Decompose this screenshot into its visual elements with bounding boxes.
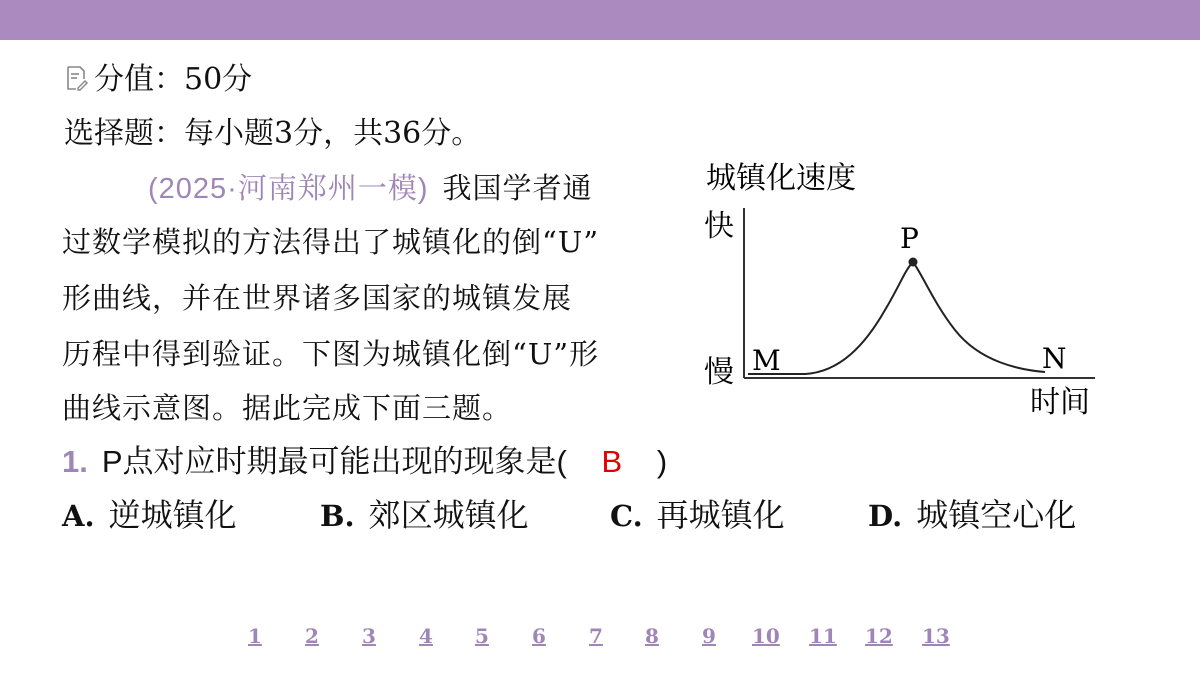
stem-line-5: 曲线示意图。据此完成下面三题。 xyxy=(62,391,513,425)
page-link-3[interactable]: 3 xyxy=(362,624,376,648)
y-axis-low-label: 慢 xyxy=(704,355,734,390)
option-text: 郊区城镇化 xyxy=(368,497,529,533)
option-letter: A. xyxy=(62,499,95,533)
page-link-4[interactable]: 4 xyxy=(419,624,433,648)
page-link-7[interactable]: 7 xyxy=(589,624,603,648)
option-text: 再城镇化 xyxy=(656,497,785,533)
y-axis-high-label: 快 xyxy=(704,209,734,244)
question-source: (2025·河南郑州一模) xyxy=(148,173,429,205)
page-link-9[interactable]: 9 xyxy=(702,624,716,648)
question-text: P点对应时期最可能出现的现象是( xyxy=(101,444,567,479)
page-link-8[interactable]: 8 xyxy=(645,624,659,648)
option-a[interactable] xyxy=(62,494,237,537)
page-link-2[interactable]: 2 xyxy=(305,624,319,648)
y-axis-label: 城镇化速度 xyxy=(706,161,856,196)
point-p-marker xyxy=(909,258,918,267)
option-d[interactable] xyxy=(868,494,1076,537)
option-c[interactable] xyxy=(610,494,785,537)
stem-line-4: 历程中得到验证。下图为城镇化倒“U”形 xyxy=(62,337,600,371)
stem-line-3: 形曲线，并在世界诸多国家的城镇发展 xyxy=(62,281,573,315)
option-b[interactable] xyxy=(320,494,529,537)
option-letter: C. xyxy=(610,499,643,533)
point-p-label: P xyxy=(900,222,919,255)
page-link-13[interactable]: 13 xyxy=(922,624,950,648)
x-axis-label: 时间 xyxy=(1030,385,1090,420)
page-link-1[interactable]: 1 xyxy=(248,624,262,648)
score-line xyxy=(64,60,252,100)
page-link-6[interactable]: 6 xyxy=(532,624,546,648)
page-link-10[interactable]: 10 xyxy=(752,624,780,648)
section-heading: 选择题：每小题3分，共36分。 xyxy=(64,116,482,151)
stem-line-1 xyxy=(62,168,593,209)
page-link-12[interactable]: 12 xyxy=(865,624,893,648)
answer-mark: B xyxy=(601,444,623,479)
score-text: 分值：50分 xyxy=(94,62,253,97)
stem-line-2: 过数学模拟的方法得出了城镇化的倒“U” xyxy=(62,225,600,259)
urbanization-curve-figure xyxy=(700,150,1110,430)
option-letter: D. xyxy=(868,499,903,533)
urbanization-curve xyxy=(748,262,1045,374)
option-text: 城镇空心化 xyxy=(916,497,1077,533)
option-text: 逆城镇化 xyxy=(108,497,237,533)
question-close-paren: ) xyxy=(656,444,668,479)
point-n-label: N xyxy=(1042,342,1067,375)
stem-text: 我国学者通 xyxy=(442,171,593,205)
page-link-11[interactable]: 11 xyxy=(809,624,837,648)
document-edit-icon xyxy=(64,65,88,91)
top-banner xyxy=(0,0,1200,40)
question-number: 1. xyxy=(62,444,88,479)
question-1 xyxy=(62,442,667,482)
point-m-label: M xyxy=(752,344,781,377)
option-letter: B. xyxy=(320,499,355,533)
page-link-5[interactable]: 5 xyxy=(475,624,489,648)
